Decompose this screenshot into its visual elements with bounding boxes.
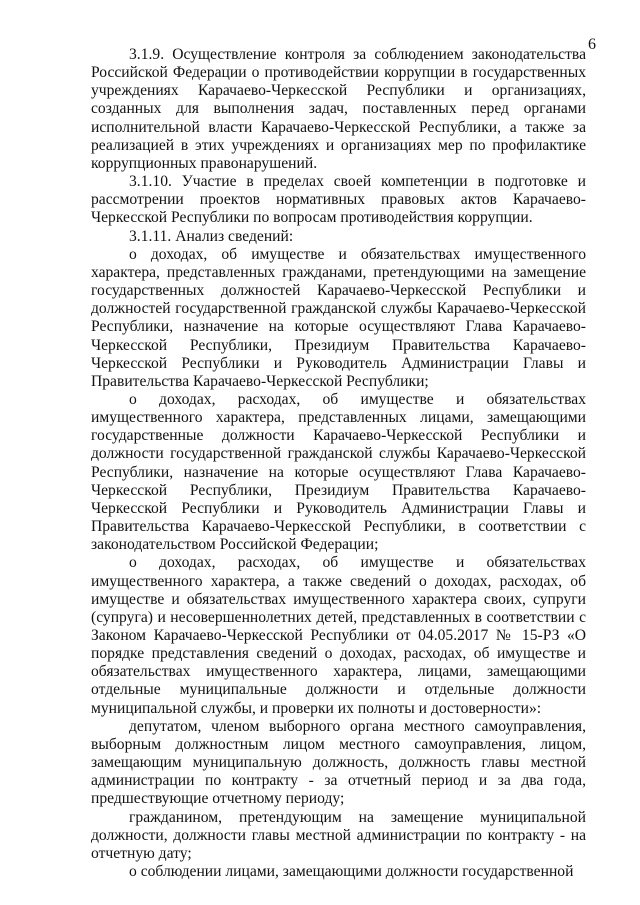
paragraph-3-1-9: 3.1.9. Осуществление контроля за соблюдением законодательства Российской Федерации о противодействии коррупции в государственных учреждениях Карачаево-Черкесской Республики и организациях, созданных для выполнения задач, поставленных перед органами исполнительной власти Карачаево-Черкесской Республики, а также за реализацией в этих учреждениях и организациях мер по профилактике коррупционных правонарушений. — [91, 46, 586, 172]
paragraph-3-1-11: 3.1.11. Анализ сведений: — [129, 227, 294, 245]
paragraph-3-1-10: 3.1.10. Участие в пределах своей компетенции в подготовке и рассмотрении проектов нормативных правовых актов Карачаево-Черкесской Республики по вопросам противодействия коррупции. — [91, 173, 586, 227]
paragraph-citizen: гражданином, претендующим на замещение муниципальной должности, должности главы местной администрации по контракту - на отчетную дату; — [91, 808, 586, 862]
paragraph-deputy: депутатом, членом выборного органа местного самоуправления, выборным должностным лицом местного самоуправления, лицом, замещающим муниципальную должность, должность главы местной администрации по контракту - за отчетный период и за два года, предшествующие отчетному периоду; — [91, 717, 586, 808]
page-number: 6 — [588, 36, 596, 53]
paragraph-income-candidates: о доходах, об имуществе и обязательствах имущественного характера, представленных гражданами, претендующими на замещение государственных должностей Карачаево-Черкесской Республики и должностей государственной гражданской службы Карачаево-Черкесской Республики, назначение на которые осуществляют Глава Карачаево-Черкесской Республики, Президиум Правительства Карачаево-Черкесской Республики и Руководитель Администрации Главы и Правительства Карачаево-Черкесской Республики; — [91, 245, 586, 390]
paragraph-compliance: о соблюдении лицами, замещающими должности государственной — [129, 863, 574, 881]
paragraph-income-officials: о доходах, расходах, об имуществе и обязательствах имущественного характера, представленных лицами, замещающими государственные должности Карачаево-Черкесской Республики и должности государственной гражданской службы Карачаево-Черкесской Республики, назначение на которые осуществляют Глава Карачаево-Черкесской Республики, Президиум Правительства Карачаево-Черкесской Республики и Руководитель Администрации Главы и Правительства Карачаево-Черкесской Республики, в соответствии с законодательством Российской Федерации; — [91, 390, 586, 554]
paragraph-income-municipal-law: о доходах, расходах, об имуществе и обязательствах имущественного характера, а также сведений о доходах, расходах, об имуществе и обязательствах имущественного характера своих, супруги (супруга) и несовершеннолетних детей, представленных в соответствии с Законом Карачаево-Черкесской Республики от 04.05.2017 № 15-РЗ «О порядке представления сведений о доходах, расходах, об имуществе и обязательствах имущественного характера, лицами, замещающими отдельные муниципальные должности и отдельные должности муниципальной службы, и проверки их полноты и достоверности»: — [91, 554, 586, 717]
document-body — [91, 46, 586, 881]
